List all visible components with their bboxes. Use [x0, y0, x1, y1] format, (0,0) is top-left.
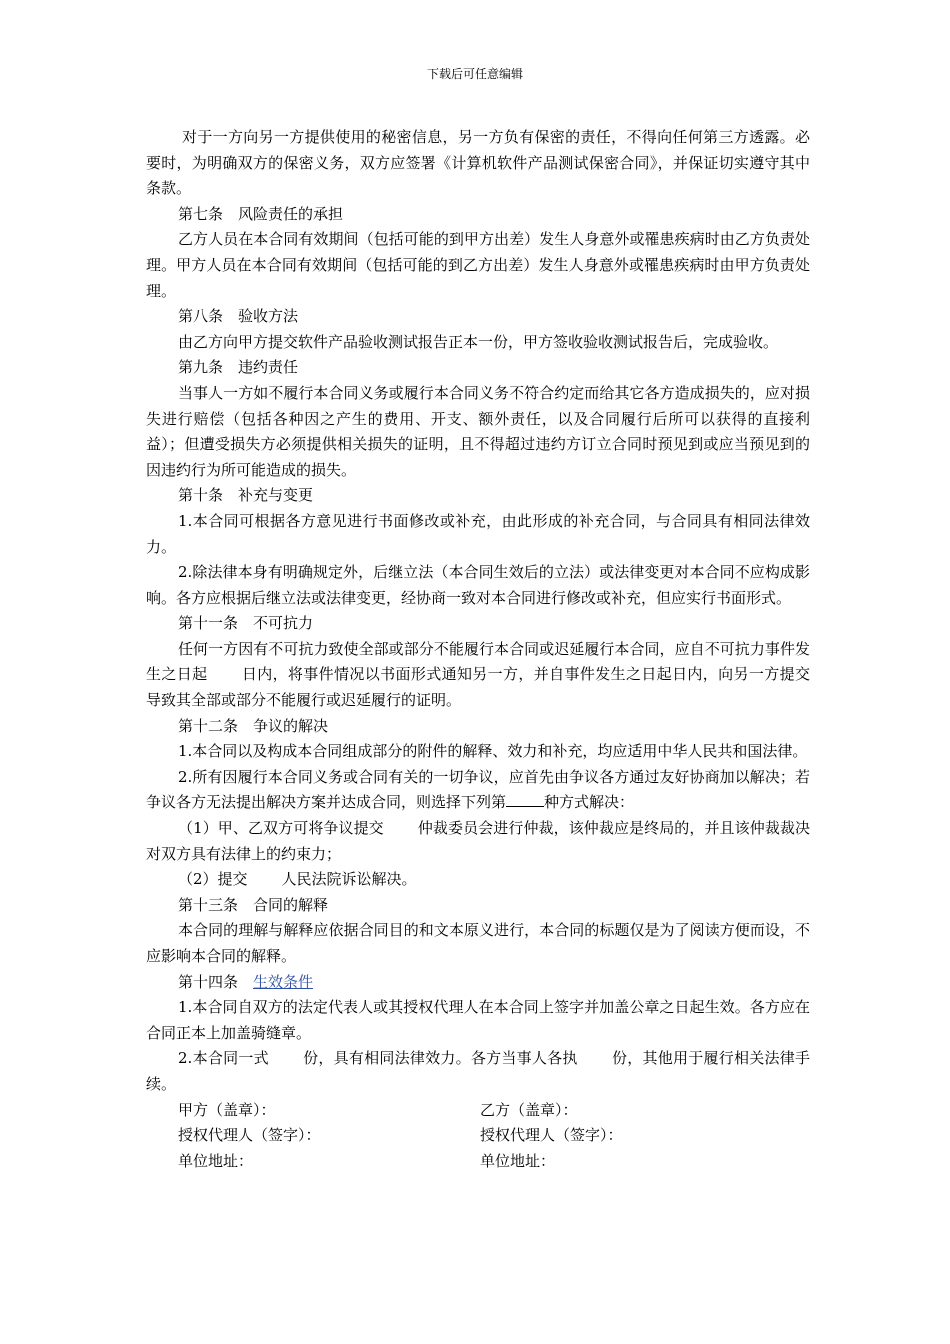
confidentiality-paragraph: 对于一方向另一方提供使用的秘密信息，另一方负有保密的责任，不得向任何第三方透露。必要时，为明确双方的保密义务，双方应签署《计算机软件产品测试保密合同》，并保证切实遵守其中条款。 [146, 128, 810, 198]
article-7-paragraph: 乙方人员在本合同有效期间（包括可能的到甲方出差）发生人身意外或罹患疾病时由乙方负责处理。甲方人员在本合同有效期间（包括可能的到乙方出差）发生人身意外或罹患疾病时由甲方负责处理。 [146, 230, 810, 300]
text-segment: 人民法院诉讼解决。 [281, 870, 417, 889]
document-body [146, 125, 810, 1174]
article-title: 补充与变更 [238, 486, 314, 505]
article-12-clause-1: 1.本合同以及构成本合同组成部分的附件的解释、效力和补充，均应适用中华人民共和国法律。 [178, 742, 808, 761]
text-segment: 任何一方因有不可抗力致使全部或部分不能履行本合同或迟延履行本合同，应自不可抗力事件发生之日起 [146, 639, 810, 684]
article-number: 第十一条 [178, 614, 239, 633]
text-segment: 2.所有因履行本合同义务或合同有关的一切争议，应首先由争议各方通过友好协商加以解决；若争议各方无法提出解决方案并达成合同，则选择下列第 [146, 767, 810, 812]
text-segment: 种方式解决： [544, 793, 635, 812]
article-10-clause-1: 1.本合同可根据各方意见进行书面修改或补充，由此形成的补充合同，与合同具有相同法律效力。 [146, 511, 810, 556]
text-segment: 仲裁委员会进行仲裁，该仲裁应是终局的，并且该仲裁裁决对双方具有法律上的约束力； [146, 819, 810, 863]
article-title: 验收方法 [238, 307, 299, 326]
article-13-paragraph: 本合同的理解与解释应依据合同目的和文本原义进行，本合同的标题仅是为了阅读方便而设，不应影响本合同的解释。 [146, 921, 810, 965]
text-segment: 份，其他用于履行相关法律手续。 [146, 1049, 810, 1093]
article-10-heading [146, 483, 810, 509]
party-a-address-label: 单位地址： [178, 1151, 254, 1170]
article-9-heading [146, 355, 810, 381]
article-title: 合同的解释 [253, 895, 329, 914]
text-segment: 2.本合同一式 [178, 1049, 269, 1068]
text-segment: 日内，将事件情况以书面形式通知另一方，并自事件发生之日起 [241, 665, 673, 684]
article-14-clause-1: 1.本合同自双方的法定代表人或其授权代理人在本合同上签字并加盖公章之日起生效。各方应在合同正本上加盖骑缝章。 [146, 998, 810, 1042]
article-number: 第九条 [178, 358, 224, 377]
party-b-seal-label: 乙方（盖章）： [480, 1100, 578, 1119]
article-9-paragraph: 当事人一方如不履行本合同义务或履行本合同义务不符合约定而给其它各方造成损失的，应对损失进行赔偿（包括各种因之产生的费用、开支、额外责任，以及合同履行后所可以获得的直接利益）；但遭受损失方必须提供相关损失的证明，且不得超过违约方订立合同时预见到或应当预见到的因违约行为所可能造成的损失。 [146, 383, 810, 479]
article-8-paragraph: 由乙方向甲方提交软件产品验收测试报告正本一份，甲方签收验收测试报告后，完成验收。 [178, 332, 779, 351]
text-segment: （1）甲、乙双方可将争议提交 [178, 819, 384, 838]
article-12-heading [146, 714, 810, 740]
article-12-option-1 [146, 816, 810, 867]
article-11-heading [146, 611, 810, 637]
article-title: 争议的解决 [253, 716, 329, 735]
article-14-clause-2 [146, 1046, 810, 1097]
article-10-clause-2: 2.除法律本身有明确规定外，后继立法（本合同生效后的立法）或法律变更对本合同不应构成影响。各方应根据后继立法或法律变更，经协商一致对本合同进行修改或补充，但应实行书面形式。 [146, 563, 810, 607]
article-number: 第八条 [178, 307, 224, 326]
article-13-heading [146, 893, 810, 919]
article-number: 第十四条 [178, 972, 239, 991]
article-12-clause-2 [146, 765, 810, 816]
article-number: 第十条 [178, 486, 224, 505]
article-14-heading [146, 970, 810, 996]
article-7-heading [146, 202, 810, 228]
article-title: 不可抗力 [253, 614, 314, 633]
party-a-seal-label: 甲方（盖章）： [178, 1100, 276, 1119]
article-number: 第十三条 [178, 895, 239, 914]
article-12-option-2 [146, 867, 810, 893]
signature-row-seal [146, 1098, 810, 1124]
article-11-paragraph [146, 637, 810, 714]
party-b-agent-label: 授权代理人（签字）： [480, 1126, 623, 1145]
article-title: 违约责任 [238, 358, 299, 377]
text-segment: 份，具有相同法律效力。各方当事人各执 [302, 1049, 578, 1068]
article-title: 风险责任的承担 [238, 204, 344, 223]
signature-row-address [146, 1149, 810, 1175]
text-segment: 日内，向另一方提交导致其全部或部分不能履行或迟延履行的证明。 [146, 665, 810, 710]
article-8-heading [146, 304, 810, 330]
article-number: 第十二条 [178, 716, 239, 735]
effective-conditions-link[interactable]: 生效条件 [253, 972, 314, 991]
page-header-note: 下载后可任意编辑 [426, 67, 523, 81]
party-b-address-label: 单位地址： [480, 1151, 556, 1170]
text-segment: （2）提交 [178, 870, 248, 889]
party-a-agent-label: 授权代理人（签字）： [178, 1126, 321, 1145]
signature-row-agent [146, 1123, 810, 1149]
fill-in-blank [506, 792, 544, 807]
article-number: 第七条 [178, 204, 224, 223]
